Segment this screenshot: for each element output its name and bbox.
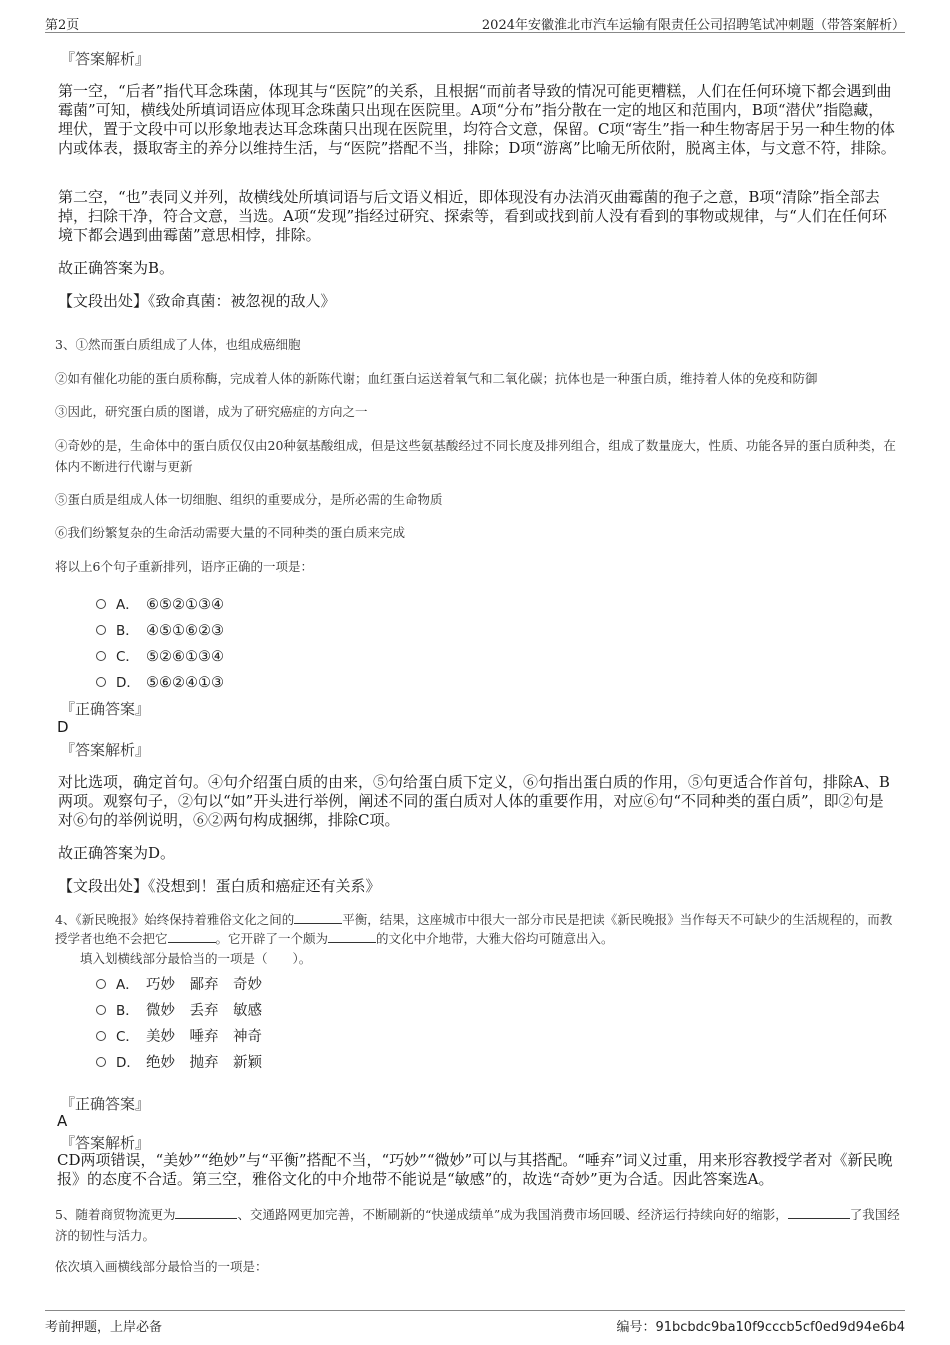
q3-sentence-1: 3、①然而蛋白质组成了人体，也组成癌细胞 xyxy=(55,337,301,352)
radio-icon[interactable] xyxy=(96,625,106,635)
q4-option-c[interactable]: C． 美妙 唾弃 神奇 xyxy=(96,1025,262,1046)
q3-answer: D xyxy=(57,718,69,736)
radio-icon[interactable] xyxy=(96,979,106,989)
q3-sentence-4: ④奇妙的是，生命体中的蛋白质仅仅由20种氨基酸组成，但是这些氨基酸经过不同长度及排列组合，组成了数量庞大，性质、功能各异的蛋白质种类，在体内不断进行代谢与更新 xyxy=(55,438,896,474)
q3-source-reference: 【文段出处】《没想到！蛋白质和癌症还有关系》 xyxy=(58,877,381,895)
q3-answer-label: 『正确答案』 xyxy=(60,700,151,718)
radio-icon[interactable] xyxy=(96,1057,106,1067)
q3-sentence-6: ⑥我们纷繁复杂的生命活动需要大量的不同种类的蛋白质来完成 xyxy=(55,525,406,540)
page-number: 第2页 xyxy=(45,18,80,33)
page-header xyxy=(45,10,905,33)
radio-icon[interactable] xyxy=(96,651,106,661)
q3-analysis: 对比选项，确定首句。④句介绍蛋白质的由来，⑤句给蛋白质下定义，⑥句指出蛋白质的作用，⑤句更适合作首句，排除A、B两项。观察句子，②句以“如”开头进行举例，阐述不同的蛋白质对人体的重要作用，对应⑥句“不同种类的蛋白质”，即②句是对⑥句的举例说明，⑥②两句构成捆绑，排除C项。 xyxy=(58,773,890,829)
q4-prompt: 填入划横线部分最恰当的一项是（ ）。 xyxy=(80,951,312,966)
q4-option-b[interactable]: B． 微妙 丢弃 敏感 xyxy=(96,999,262,1020)
analysis-paragraph-2: 第二空，“也”表同义并列，故横线处所填词语与后文语义相近，即体现没有办法消灭曲霉菌的孢子之意，B项“清除”指全部去掉，扫除干净，符合文意，当选。A项“发现”指经过研究、探索等，看到或找到前人没有看到的事物或规律，与“人们在任何环境下都会遇到曲霉菌”意思相悖，排除。 xyxy=(58,188,887,244)
q3-sentence-3: ③因此，研究蛋白质的图谱，成为了研究癌症的方向之一 xyxy=(55,404,368,419)
q4-analysis-label: 『答案解析』 xyxy=(60,1134,151,1152)
answer-blank xyxy=(788,1206,850,1219)
q3-analysis-label: 『答案解析』 xyxy=(60,741,151,759)
q4-answer-label: 『正确答案』 xyxy=(60,1095,151,1113)
answer-blank xyxy=(175,1206,237,1219)
q3-option-d[interactable]: D． ⑤⑥②④①③ xyxy=(96,671,224,691)
document-title: 2024年安徽淮北市汽车运输有限责任公司招聘笔试冲刺题（带答案解析） xyxy=(481,18,905,33)
q4-answer: A xyxy=(57,1112,68,1130)
answer-blank xyxy=(294,911,342,924)
page-footer xyxy=(45,1310,905,1335)
conclusion: 故正确答案为B。 xyxy=(58,259,175,277)
document-code: 编号：91bcbdc9ba10f9cccb5cf0ed9d94e6b4 xyxy=(616,1320,905,1335)
q4-option-a[interactable]: A． 巧妙 鄙弃 奇妙 xyxy=(96,973,262,994)
q5-prompt: 依次填入画横线部分最恰当的一项是： xyxy=(55,1259,268,1274)
q3-sentence-2: ②如有催化功能的蛋白质称酶，完成着人体的新陈代谢；血红蛋白运送着氧气和二氧化碳；抗体也是一种蛋白质，维持着人体的免疫和防御 xyxy=(55,371,818,386)
answer-blank xyxy=(328,930,376,943)
q3-option-b[interactable]: B． ④⑤①⑥②③ xyxy=(96,619,224,639)
q3-option-a[interactable]: A． ⑥⑤②①③④ xyxy=(96,593,224,613)
answer-blank xyxy=(168,930,216,943)
radio-icon[interactable] xyxy=(96,1031,106,1041)
q4-option-d[interactable]: D． 绝妙 抛弃 新颖 xyxy=(96,1051,262,1072)
radio-icon[interactable] xyxy=(96,1005,106,1015)
q4-stem: 4、《新民晚报》始终保持着雅俗文化之间的 平衡，结果，这座城市中很大一部分市民是把读《新民晚报》当作每天不可缺少的生活规程的，而教授学者也绝不会把它 。它开辟了一个颇为 的文化中介地带，大雅大俗均可随意出入。 xyxy=(55,912,893,946)
q3-option-c[interactable]: C． ⑤②⑥①③④ xyxy=(96,645,224,665)
source-reference: 【文段出处】《致命真菌：被忽视的敌人》 xyxy=(58,292,336,310)
q3-prompt: 将以上6个句子重新排列，语序正确的一项是： xyxy=(55,559,313,574)
q5-stem: 5、随着商贸物流更为 、交通路网更加完善，不断刷新的“快递成绩单”成为我国消费市场回暖、经济运行持续向好的缩影， 了我国经济的韧性与活力。 xyxy=(55,1207,900,1243)
footer-slogan: 考前押题，上岸必备 xyxy=(45,1320,163,1335)
analysis-paragraph-1: 第一空，“后者”指代耳念珠菌，体现其与“医院”的关系，且根据“而前者导致的情况可能更糟糕，人们在任何环境下都会遇到曲霉菌”可知，横线处所填词语应体现耳念珠菌只出现在医院里。A项“分布”指分散在一定的地区和范围内，B项“潜伏”指隐藏，埋伏，置于文段中可以形象地表达耳念珠菌只出现在医院里，均符合文意，保留。C项“寄生”指一种生物寄居于另一种生物的体内或体表，摄取寄主的养分以维持生活，与“医院”搭配不当，排除；D项“游离”比喻无所依附，脱离主体，与文意不符，排除。 xyxy=(58,82,896,157)
radio-icon[interactable] xyxy=(96,677,106,687)
q3-conclusion: 故正确答案为D。 xyxy=(58,844,176,862)
analysis-label: 『答案解析』 xyxy=(60,50,151,68)
q3-sentence-5: ⑤蛋白质是组成人体一切细胞、组织的重要成分，是所必需的生命物质 xyxy=(55,492,443,507)
q4-analysis: CD两项错误，“美妙”“绝妙”与“平衡”搭配不当，“巧妙”“微妙”可以与其搭配。“唾弃”词义过重，用来形容教授学者对《新民晚报》的态度不合适。第三空，雅俗文化的中介地带不能说是“敏感”的，故选“奇妙”更为合适。因此答案选A。 xyxy=(57,1151,893,1188)
radio-icon[interactable] xyxy=(96,599,106,609)
